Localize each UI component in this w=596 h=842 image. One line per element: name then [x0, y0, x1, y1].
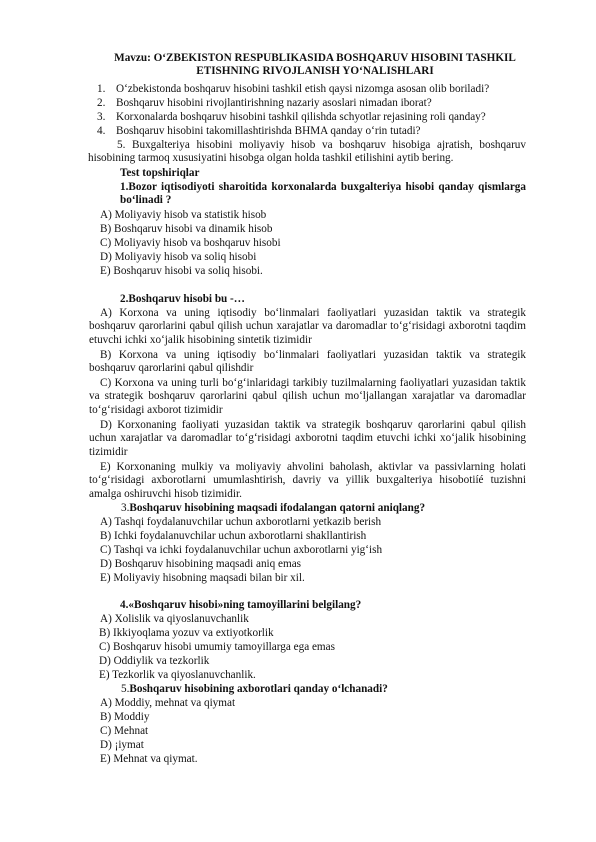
answer-option: B) Ichki foydalanuvchilar uchun axborotlarni shakllantirish: [100, 530, 367, 542]
answer-option: B) Korxona va uning iqtisodiy bo‘linmalari faoliyatlari yuzasidan taktik va strategik boshqaruv qarorlarini qabul qilishdir: [89, 349, 526, 375]
answer-option: E) Korxonaning mulkiy va moliyaviy ahvolini baholash, aktivlar va passivlarning holati to‘g‘risidagi axborotlarni umumlashtirish, davriy va yillik buxgalteriya hisobotiíé tuzishni amalga oshiruvchi hisob tizimidir.: [89, 461, 526, 500]
question-item: 2. Boshqaruv hisobini rivojlantirishning nazariy asoslari nimadan iborat?: [97, 97, 432, 109]
answer-option: C) Korxona va uning turli bo‘g‘inlaridagi tarkibiy tuzilmalarning faoliyatlari yuzasidan taktik va strategik boshqaruv qarorlarini qabul qilish uchun mo‘ljallangan xarajatlar va daromadlar to‘g‘risidagi axborot tizimidir: [89, 377, 526, 416]
answer-option: C) Boshqaruv hisobi umumiy tamoyillarga ega emas: [99, 641, 335, 653]
title-line-1: Mavzu: O‘ZBEKISTON RESPUBLIKASIDA BOSHQARUV HISOBINI TASHKIL: [114, 52, 516, 64]
test-question-3: 3.Boshqaruv hisobining maqsadi ifodalangan qatorni aniqlang?: [121, 502, 426, 514]
answer-option: D) Oddiylik va tezkorlik: [99, 655, 210, 667]
title-line-2: ETISHNING RIVOJLANISH YO‘NALISHLARI: [196, 65, 434, 77]
test-question-5: 5.Boshqaruv hisobining axborotlari qanday o‘lchanadi?: [121, 683, 388, 695]
answer-option: A) Xolislik va qiyoslanuvchanlik: [100, 613, 249, 625]
question-item: 4. Boshqaruv hisobini takomillashtirishda BHMA qanday o‘rin tutadi?: [97, 125, 421, 137]
question-item: 3. Korxonalarda boshqaruv hisobini tashkil qilishda schyotlar rejasining roli qanday?: [97, 111, 486, 123]
answer-option: B) Boshqaruv hisobi va dinamik hisob: [100, 223, 273, 235]
test-question-1: 1.Bozor iqtisodiyoti sharoitida korxonalarda buxgalteriya hisobi qanday qismlarga bo‘linadi ?: [120, 181, 526, 207]
answer-option: E) Moliyaviy hisobning maqsadi bilan bir xil.: [100, 572, 305, 584]
answer-option: A) Moddiy, mehnat va qiymat: [100, 697, 236, 709]
answer-option: C) Mehnat: [100, 725, 149, 737]
answer-option: A) Korxona va uning iqtisodiy bo‘linmalari faoliyatlari yuzasidan taktik va strategik boshqaruv qarorlarini qabul qilish uchun xarajatlar va daromadlar to‘g‘risidagi axborotni taqdim etuvchi ichki xo‘jalik hisobining sintetik tizimidir: [89, 307, 526, 346]
answer-option: D) Boshqaruv hisobining maqsadi aniq emas: [100, 558, 302, 570]
answer-option: E) Tezkorlik va qiyoslanuvchanlik.: [99, 669, 256, 681]
test-question-2: 2.Boshqaruv hisobi bu -…: [120, 293, 245, 305]
test-question-4: 4.«Boshqaruv hisobi»ning tamoyillarini belgilang?: [120, 599, 362, 611]
answer-option: B) Moddiy: [100, 711, 150, 723]
question-item: 1. O‘zbekistonda boshqaruv hisobini tashkil etish qaysi nizomga asosan olib boriladi?: [97, 83, 490, 95]
page-title: [100, 52, 530, 78]
test-heading: Test topshiriqlar: [120, 167, 200, 179]
answer-option: B) Ikkiyoqlama yozuv va extiyotkorlik: [99, 627, 274, 639]
answer-option: E) Boshqaruv hisobi va soliq hisobi.: [100, 265, 263, 277]
answer-option: C) Moliyaviy hisob va boshqaruv hisobi: [100, 237, 281, 249]
answer-option: D) Moliyaviy hisob va soliq hisobi: [100, 251, 257, 263]
answer-option: D) ¡iymat: [100, 739, 144, 751]
answer-option: A) Moliyaviy hisob va statistik hisob: [100, 209, 267, 221]
answer-option: C) Tashqi va ichki foydalanuvchilar uchun axborotlarni yig‘ish: [100, 544, 383, 556]
answer-option: A) Tashqi foydalanuvchilar uchun axborotlarni yetkazib berish: [100, 516, 382, 528]
question-item: 5. Buxgalteriya hisobini moliyaviy hisob va boshqaruv hisobiga ajratish, boshqaruv hisobining tarmoq xususiyatini hisobga olgan holda tashkil etilishini aytib bering.: [88, 139, 526, 165]
answer-option: E) Mehnat va qiymat.: [100, 753, 198, 765]
answer-option: D) Korxonaning faoliyati yuzasidan taktik va strategik boshqaruv qarorlarini qabul qilish uchun xarajatlar va daromadlar to‘g‘risidagi axborotni taqdim etuvchi ichki xo‘jalik hisobining tizimidir: [89, 419, 526, 458]
